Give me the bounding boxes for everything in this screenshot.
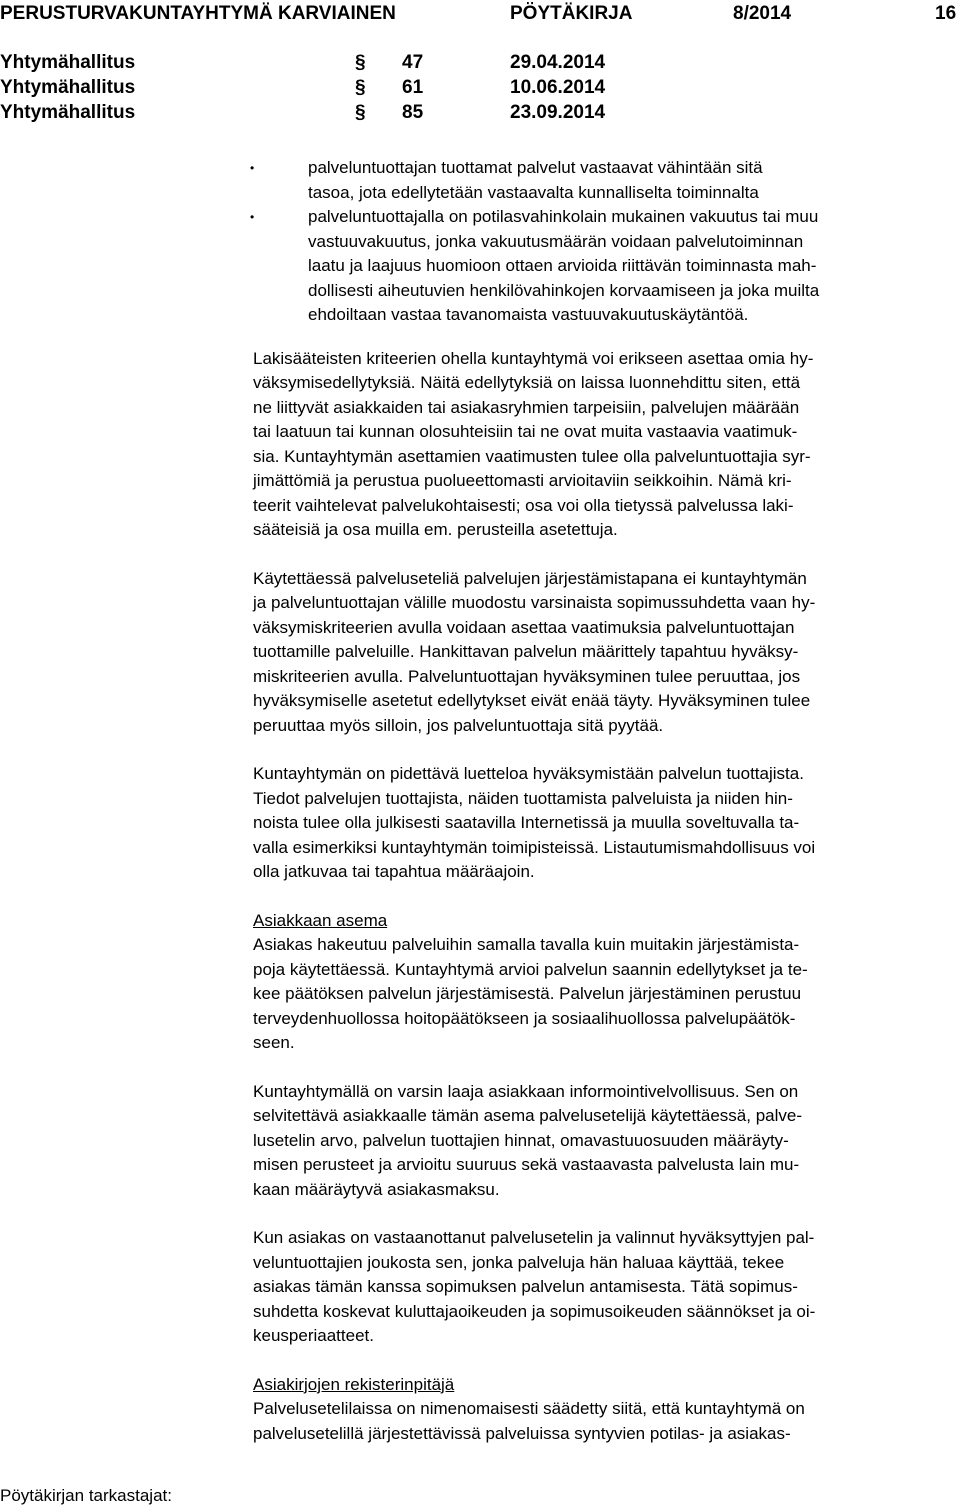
text-line: jimättömiä ja perustua puolueettomasti arvioitaviin seikkoihin. Nämä kri- [253, 471, 792, 490]
section-number: 61 [402, 77, 424, 98]
text-line: tuottamille palveluille. Hankittavan palvelun määrittely tapahtuu hyväksy- [253, 642, 799, 661]
section-symbol: § [355, 52, 366, 73]
meeting-date: 23.09.2014 [510, 102, 606, 123]
text-line: ja palveluntuottajan välille muodostu varsinaista sopimussuhdetta vaan hy- [253, 593, 816, 612]
paragraph [253, 762, 955, 885]
text-line: ne liittyvät asiakkaiden tai asiakasryhmien tarpeisiin, palvelujen määrään [253, 397, 800, 417]
text-line: suhdetta koskevat kuluttajaoikeuden ja sopimusoikeuden säännökset ja oi- [253, 1301, 816, 1321]
text-line: asiakas tämän kanssa sopimuksen palvelun antamisesta. Tätä sopimus- [253, 1277, 798, 1296]
text-line: olla jatkuvaa tai tapahtua määräajoin. [253, 862, 535, 881]
paragraph [253, 1373, 955, 1447]
text-line: valla esimerkiksi kuntayhtymän toimipisteissä. Listautumismahdollisuus voi [253, 837, 816, 857]
text-line: Käytettäessä palveluseteliä palvelujen järjestämistapana ei kuntayhtymän [253, 568, 807, 588]
organization-name: PERUSTURVAKUNTAYHTYMÄ KARVIAINEN [0, 3, 396, 24]
paragraph [253, 347, 955, 543]
text-line: noista tulee olla julkisesti saatavilla Internetissä ja muulla soveltuvalla ta- [253, 813, 800, 832]
list-item [250, 156, 955, 205]
text-line: Kun asiakas on vastaanottanut palvelusetelin ja valinnut hyväksyttyjen pal- [253, 1228, 815, 1247]
text-line: Asiakas hakeutuu palveluihin samalla tavalla kuin muitakin järjestämista- [253, 935, 800, 954]
text-line: sääteisiä ja osa muilla em. perusteilla asetettuja. [253, 520, 618, 539]
text-line: veluntuottajien joukosta sen, jonka palveluja hän haluaa käyttää, tekee [253, 1252, 785, 1272]
text-line: väksymiskriteerien avulla voidaan asettaa vaatimuksia palveluntuottajan [253, 617, 795, 637]
meeting-body: Yhtymähallitus [0, 52, 136, 73]
text-line: kaan määräytyvä asiakasmaksu. [253, 1179, 500, 1199]
section-number: 47 [402, 52, 424, 73]
text-line: kee päätöksen palvelun järjestämisestä. Palvelun järjestäminen perustuu [253, 984, 802, 1003]
text-line: terveydenhuollossa hoitopäätökseen ja sosiaalihuollossa palvelupäätök- [253, 1008, 796, 1028]
section-title: Asiakkaan asema [253, 910, 388, 930]
text-line: selvitettävä asiakkaalle tämän asema palvelusetelijä käytettäessä, palve- [253, 1106, 803, 1125]
text-line: misen perusteet ja arvioitu suuruus sekä vastaavasta palvelusta lain mu- [253, 1155, 800, 1174]
reviewers-label: Pöytäkirjan tarkastajat: [0, 1486, 172, 1505]
text-line: poja käytettäessä. Kuntayhtymä arvioi palvelun saannin edellytykset ja te- [253, 959, 808, 979]
bullet-icon: • [250, 210, 255, 224]
text-line: tasoa, jota edellytetään vastaavalta kunnalliselta toiminnalta [308, 182, 759, 202]
meeting-reference-row [0, 77, 960, 102]
text-line: Palvelusetelilaissa on nimenomaisesti säädetty siitä, että kuntayhtymä on [253, 1399, 805, 1418]
text-line: tai laatuun tai kunnan olosuhteisiin tai ne ovat muita vastaavia vaatimuk- [253, 422, 798, 441]
text-line: teerit vaihtelevat palvelukohtaisesti; osa voi olla tietyssä palvelussa laki- [253, 495, 794, 515]
text-line: miskriteerien avulla. Palveluntuottajan hyväksyminen tulee peruuttaa, jos [253, 666, 801, 686]
text-line: vastuuvakuutus, jonka vakuutusmäärän voidaan palvelutoiminnan [308, 231, 804, 251]
text-line: peruuttaa myös silloin, jos palveluntuottaja sitä pyytää. [253, 715, 664, 735]
bullet-icon: • [250, 161, 255, 175]
meeting-body: Yhtymähallitus [0, 77, 136, 98]
text-line: sia. Kuntayhtymän asettamien vaatimusten tulee olla palveluntuottajia syr- [253, 446, 811, 466]
text-line: keusperiaatteet. [253, 1326, 374, 1345]
text-line: laatu ja laajuus huomioon ottaen arvioida riittävän toiminnasta mah- [308, 256, 817, 275]
text-line: palveluntuottajalla on potilasvahinkolain mukainen vakuutus tai muu [308, 207, 819, 226]
requirements-list [250, 156, 955, 328]
page-number: 16 [935, 3, 957, 24]
paragraph [253, 567, 955, 739]
text-line: Kuntayhtymällä on varsin laaja asiakkaan informointivelvollisuus. Sen on [253, 1081, 799, 1101]
meeting-reference-row [0, 102, 960, 127]
paragraph [253, 1226, 955, 1349]
text-line: hyväksymiselle asetetut edellytykset eivät enää täyty. Hyväksyminen tulee [253, 691, 811, 710]
meeting-body: Yhtymähallitus [0, 102, 136, 123]
text-line: ehdoiltaan vastaa tavanomaista vastuuvakuutuskäytäntöä. [308, 305, 749, 324]
text-line: palveluntuottajan tuottamat palvelut vastaavat vähintään sitä [308, 158, 763, 177]
paragraph [253, 909, 955, 1056]
meeting-date: 10.06.2014 [510, 77, 606, 98]
section-symbol: § [355, 77, 366, 98]
text-line: palvelusetelillä järjestettävissä palveluissa syntyvien potilas- ja asiakas- [253, 1423, 791, 1443]
text-line: Tiedot palvelujen tuottajista, näiden tuottamista palveluista ja niiden hin- [253, 788, 793, 808]
meeting-date: 29.04.2014 [510, 52, 606, 73]
section-number: 85 [402, 102, 424, 123]
section-title: Asiakirjojen rekisterinpitäjä [253, 1374, 455, 1394]
document-body [250, 156, 955, 1446]
text-line: dollisesti aiheutuvien henkilövahinkojen korvaamiseen ja joka muilta [308, 280, 820, 300]
meeting-references [0, 52, 960, 127]
text-line: seen. [253, 1033, 295, 1052]
document-type: PÖYTÄKIRJA [510, 3, 633, 24]
document-number: 8/2014 [733, 3, 792, 24]
text-line: lusetelin arvo, palvelun tuottajien hinnat, omavastuuosuuden määräyty- [253, 1130, 789, 1150]
text-line: Kuntayhtymän on pidettävä luetteloa hyväksymistään palvelun tuottajista. [253, 764, 804, 783]
document-header [0, 0, 960, 30]
section-symbol: § [355, 102, 366, 123]
paragraph [253, 1080, 955, 1203]
meeting-reference-row [0, 52, 960, 77]
text-line: Lakisääteisten kriteerien ohella kuntayhtymä voi erikseen asettaa omia hy- [253, 348, 814, 368]
text-line: väksymisedellytyksiä. Näitä edellytyksiä on laissa luonnehdittu siten, että [253, 373, 801, 392]
list-item [250, 205, 955, 328]
